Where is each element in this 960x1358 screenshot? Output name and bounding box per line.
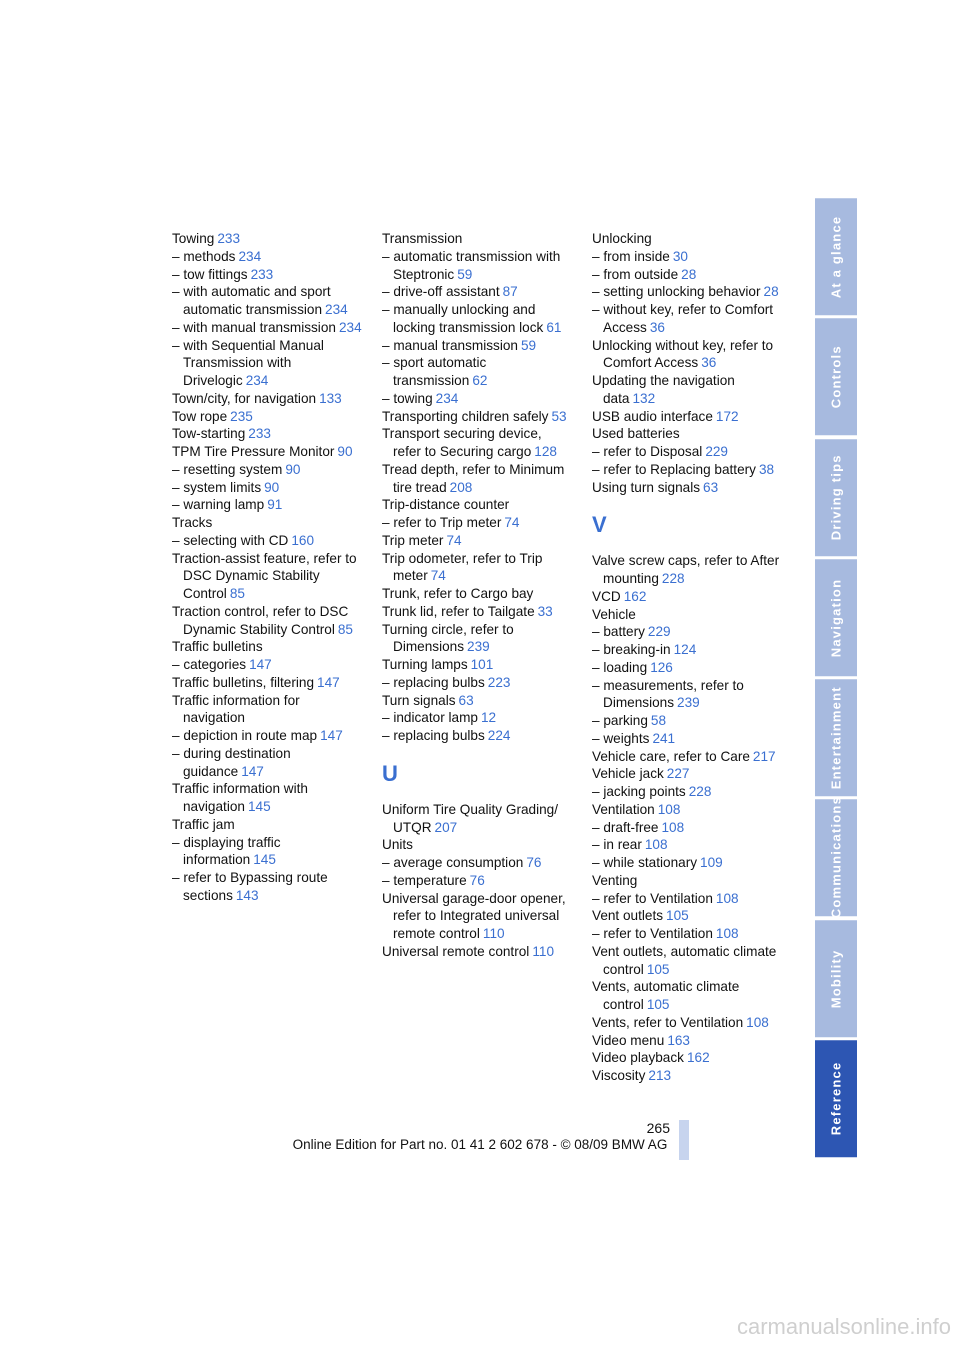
index-entry [172,692,362,728]
page-reference-link[interactable]: 132 [632,390,656,406]
page-reference-link[interactable]: 74 [446,532,462,548]
index-term: Traffic bulletins, filtering [172,674,315,690]
index-term: – parking [592,713,648,728]
page-reference-link[interactable]: 235 [230,408,253,424]
page-reference-link[interactable]: 241 [652,730,676,746]
page-reference-link[interactable]: 224 [487,728,511,743]
index-entry [592,677,782,713]
index-entry [382,283,572,301]
page-reference-link[interactable]: 63 [703,479,719,495]
index-entry [172,834,362,870]
index-entry [382,461,572,497]
index-term: – replacing bulbs [382,674,485,690]
index-letter-heading: U [382,760,398,786]
index-entry [172,248,362,266]
index-term: – manual transmission [382,337,518,353]
index-term: Traffic information for navigation [172,692,300,726]
index-entry [382,354,572,390]
page-reference-link[interactable]: 108 [661,819,685,835]
page-reference-link[interactable]: 234 [245,373,269,388]
page-reference-link[interactable]: 126 [650,659,673,675]
page-reference-link[interactable]: 239 [467,639,490,655]
index-entry [382,727,572,745]
index-entry [382,514,572,532]
index-entry [592,408,782,426]
index-term: – sport automatic transmission [382,355,487,388]
index-entry [592,978,782,1014]
index-term: Video playback [592,1050,684,1066]
index-entry [592,248,782,266]
page-reference-link[interactable]: 147 [320,728,343,743]
index-entry [172,656,362,674]
index-term: – from inside [592,248,670,264]
index-term: Uniform Tire Quality Grading/ UTQR [382,801,559,835]
index-entry [592,819,782,837]
page-reference-link[interactable]: 108 [657,801,681,817]
index-term: – categories [172,657,247,672]
page-reference-link[interactable]: 143 [235,887,259,903]
tab-controls[interactable]: Controls [815,318,857,435]
index-entry [382,248,572,284]
index-term: – indicator lamp [382,710,478,726]
index-term: Trunk lid, refer to Tailgate [382,603,535,619]
index-entry [382,621,572,657]
index-entry [592,266,782,284]
index-term: – without key, refer to Comfort Access [592,302,774,335]
page-reference-link[interactable]: 33 [537,603,553,619]
index-term: – refer to Bypassing route sections [172,870,328,903]
index-entry [172,816,362,834]
index-term: – warning lamp [172,497,265,513]
page-reference-link[interactable]: 207 [434,819,458,835]
index-entry [592,783,782,801]
index-entry [172,603,362,639]
page-reference-link[interactable]: 59 [521,337,537,353]
page-reference-link[interactable]: 228 [688,784,712,799]
index-term: – manually unlocking and locking transmission lock [382,302,544,335]
index-term: Unlocking without key, refer to Comfort Access [592,337,774,371]
index-entry [592,606,782,624]
index-entry [382,337,572,355]
index-term: Vehicle care, refer to Care [592,748,750,764]
index-term: – in rear [592,837,642,853]
page-reference-link[interactable]: 74 [430,568,446,584]
index-term: Trip-distance counter [382,497,510,513]
index-term: Turning lamps [382,657,468,672]
index-entry [592,1067,782,1085]
index-term: – setting unlocking behavior [592,284,761,300]
index-term: Traffic information with navigation [172,781,308,814]
index-entry [592,337,782,373]
index-entry [592,641,782,659]
index-entry [592,552,782,588]
index-term: Vents, automatic climate control [592,979,740,1012]
index-term: – battery [592,624,645,640]
index-term: Trip odometer, refer to Trip meter [382,550,543,584]
index-entry [382,496,572,514]
page-reference-link[interactable]: 234 [338,319,362,335]
index-term: Unlocking [592,231,652,246]
index-entry [172,638,362,656]
index-entry [592,443,782,461]
index-column-2 [382,230,572,961]
index-entry [592,765,782,783]
page-reference-link[interactable]: 147 [241,763,264,779]
page-reference-link[interactable]: 208 [449,479,473,495]
page-reference-link[interactable]: 228 [661,571,685,586]
index-entry [382,301,572,337]
page-reference-link[interactable]: 76 [526,855,542,870]
page-reference-link[interactable]: 108 [715,926,739,941]
index-entry [382,836,572,854]
index-entry [592,1014,782,1032]
index-entry [592,623,782,641]
index-entry [592,1049,782,1067]
page-reference-link[interactable]: 85 [337,621,353,637]
index-term: – refer to Ventilation [592,926,713,941]
index-entry [382,603,572,621]
index-term: Tracks [172,515,213,530]
page-reference-link[interactable]: 162 [623,588,647,604]
index-entry [382,532,572,550]
index-term: USB audio interface [592,408,713,424]
index-term: Units [382,837,413,853]
page-reference-link[interactable]: 145 [253,852,276,868]
index-term: – tow fittings [172,266,248,282]
index-term: Updating the navigation data [592,373,735,406]
index-entry [592,1032,782,1050]
index-entry [382,692,572,710]
index-entry [592,801,782,819]
index-term: Ventilation [592,801,655,817]
index-term: – resetting system [172,461,283,477]
index-entry [382,890,572,943]
page-reference-link[interactable]: 62 [472,373,488,388]
section-tab-bar [815,198,857,1160]
page-reference-link[interactable]: 160 [291,532,315,548]
index-entry [382,550,572,586]
page-reference-link[interactable]: 105 [646,997,670,1012]
index-term: – refer to Disposal [592,444,703,459]
index-term: Trunk, refer to Cargo bay [382,586,534,601]
page-number: 265 [646,1120,670,1136]
page-reference-link[interactable]: 128 [534,444,557,459]
index-term: – during destination guidance [172,745,291,779]
page-reference-link[interactable]: 110 [482,926,505,941]
page-reference-link[interactable]: 233 [250,266,274,282]
page-reference-link[interactable]: 53 [551,408,567,424]
index-entry [172,266,362,284]
index-entry [172,532,362,550]
index-term: – depiction in route map [172,728,318,743]
index-term: Traction control, refer to DSC Dynamic Stability Control [172,603,349,637]
index-term: Viscosity [592,1068,646,1083]
tab-driving-tips[interactable]: Driving tips [815,439,857,556]
page-reference-link[interactable]: 108 [644,837,668,853]
page-reference-link[interactable]: 133 [319,390,342,406]
index-entry [382,872,572,890]
index-entry [592,479,782,497]
index-entry [592,230,782,248]
index-entry [172,674,362,692]
index-column-3 [592,230,782,1085]
page-reference-link[interactable]: 28 [763,284,779,300]
page-reference-link[interactable]: 124 [673,642,697,657]
index-entry [382,408,572,426]
index-term: Tread depth, refer to Minimum tire tread [382,461,565,495]
page-reference-link[interactable]: 61 [546,319,562,335]
index-term: – from outside [592,266,679,282]
page-reference-link[interactable]: 213 [648,1068,672,1083]
index-entry [592,588,782,606]
page-reference-link[interactable]: 91 [267,497,283,513]
index-entry [592,836,782,854]
tab-navigation[interactable]: Navigation [815,559,857,676]
index-entry [172,496,362,514]
index-term: – weights [592,730,650,746]
page-reference-link[interactable]: 234 [238,248,262,264]
index-term: Universal remote control [382,943,530,959]
index-term: – while stationary [592,855,698,870]
index-entry [382,390,572,408]
page-reference-link[interactable]: 38 [758,461,775,477]
index-entry [382,585,572,603]
index-term: – breaking-in [592,642,671,657]
index-term: – temperature [382,872,467,888]
index-letter-heading: V [592,512,607,538]
page-reference-link[interactable]: 172 [715,408,739,424]
page-reference-link[interactable]: 36 [649,319,665,335]
index-term: Turn signals [382,692,456,708]
index-term: Town/city, for navigation [172,390,317,406]
index-entry [172,390,362,408]
index-term: – displaying traffic information [172,834,281,868]
tab-mobility[interactable]: Mobility [815,920,857,1037]
index-term: Used batteries [592,426,680,442]
page-reference-link[interactable]: 105 [666,908,689,924]
watermark: carmanualsonline.info [736,1314,951,1339]
index-entry [382,943,572,961]
page-reference-link[interactable]: 223 [487,674,511,690]
page-reference-link[interactable]: 110 [532,943,554,959]
footer-edition-text: Online Edition for Part no. 01 41 2 602 678 - © 08/09 BMW AG [292,1137,668,1152]
page-reference-link[interactable]: 229 [705,444,728,459]
index-term: – jacking points [592,784,686,799]
page-reference-link[interactable]: 229 [647,624,671,640]
page-reference-link[interactable]: 90 [285,461,301,477]
index-term: – draft-free [592,819,659,835]
page-reference-link[interactable]: 108 [746,1014,769,1030]
index-term: – refer to Ventilation [592,890,713,906]
index-term: Tow rope [172,408,228,424]
index-entry [592,425,782,443]
index-entry [172,283,362,319]
index-entry [382,656,572,674]
page-reference-link[interactable]: 58 [650,713,667,728]
page-reference-link[interactable]: 90 [337,444,353,459]
index-entry [382,230,572,248]
index-term: – methods [172,248,236,264]
index-term: Transporting children safely [382,408,549,424]
index-entry [592,872,782,890]
index-entry [592,890,782,908]
index-entry [382,854,572,872]
index-term: Transport securing device, refer to Securing cargo [382,426,542,459]
page-reference-link[interactable]: 85 [229,586,245,601]
index-term: Traction-assist feature, refer to DSC Dynamic Stability Control [172,550,357,601]
index-term: – average consumption [382,855,524,870]
index-term: – refer to Trip meter [382,515,502,530]
index-entry [172,408,362,426]
index-entry [172,869,362,905]
index-term: Traffic jam [172,816,235,832]
index-term: Universal garage-door opener, refer to Integrated universal remote control [382,890,566,941]
page-reference-link[interactable]: 76 [469,872,485,888]
index-entry [172,479,362,497]
index-entry [592,943,782,979]
index-term: Tow-starting [172,426,246,442]
page-reference-link[interactable]: 30 [672,248,688,264]
index-entry [592,748,782,766]
index-term: – with manual transmission [172,319,336,335]
index-entry [592,925,782,943]
page-reference-link[interactable]: 163 [667,1032,690,1048]
index-term: Vehicle jack [592,766,664,782]
page-reference-link[interactable]: 108 [715,890,739,906]
index-term: Towing [172,231,215,246]
page-reference-link[interactable]: 101 [470,657,494,672]
index-entry [592,372,782,408]
index-term: VCD [592,588,621,604]
page-reference-link[interactable]: 145 [247,799,271,814]
page-reference-link[interactable]: 147 [249,657,272,672]
index-entry [172,745,362,781]
page-reference-link[interactable]: 63 [458,692,474,708]
index-entry [172,550,362,603]
index-term: Venting [592,872,638,888]
index-entry [592,907,782,925]
page-reference-link[interactable]: 233 [217,231,241,246]
index-entry [592,712,782,730]
index-entry [592,854,782,872]
index-entry [172,727,362,745]
index-entry [382,709,572,727]
page-reference-link[interactable]: 239 [677,695,700,711]
index-entry [172,425,362,443]
index-entry [382,425,572,461]
index-entry [172,337,362,390]
page-reference-link[interactable]: 162 [686,1050,710,1066]
index-term: TPM Tire Pressure Monitor [172,444,335,459]
page-reference-link[interactable]: 105 [646,961,670,977]
index-term: Vent outlets, automatic climate control [592,943,777,977]
index-entry [592,730,782,748]
index-term: – measurements, refer to Dimensions [592,677,744,711]
index-term: – with automatic and sport automatic transmission [172,284,331,317]
page-reference-link[interactable]: 147 [317,674,340,690]
page-reference-link[interactable]: 28 [681,266,697,282]
index-term: Using turn signals [592,479,701,495]
tab-communications[interactable]: Communications [815,799,857,916]
page-reference-link[interactable]: 59 [457,266,473,282]
index-entry [592,659,782,677]
index-entry [592,283,782,301]
index-entry [592,461,782,479]
index-term: Vents, refer to Ventilation [592,1014,744,1030]
index-term: – drive-off assistant [382,284,500,300]
index-entry [382,674,572,692]
index-entry [172,230,362,248]
index-column-1 [172,230,362,905]
page-reference-link[interactable]: 90 [264,479,280,495]
index-term: – selecting with CD [172,532,289,548]
index-term: – system limits [172,479,262,495]
index-entry [172,443,362,461]
page-reference-link[interactable]: 233 [248,426,271,442]
index-term: Video menu [592,1032,665,1048]
index-term: – replacing bulbs [382,728,485,743]
index-term: – with Sequential Manual Transmission with Drivelogic [172,337,324,388]
page-reference-link[interactable]: 217 [752,748,776,764]
index-term: Traffic bulletins [172,639,263,655]
page-reference-link[interactable]: 12 [480,710,497,726]
page-reference-link[interactable]: 234 [435,390,459,406]
page-reference-link[interactable]: 234 [325,302,348,317]
page-reference-link[interactable]: 36 [701,355,717,371]
index-entry [172,319,362,337]
page-reference-link[interactable]: 74 [504,515,520,530]
page-reference-link[interactable]: 227 [666,766,690,782]
index-term: Valve screw caps, refer to After mounting [592,553,780,586]
index-term: Vent outlets [592,908,664,924]
index-term: – refer to Replacing battery [592,461,756,477]
index-entry [592,301,782,337]
tab-entertainment[interactable]: Entertainment [815,679,857,796]
index-term: – automatic transmission with Steptronic [382,248,561,282]
index-term: Trip meter [382,532,444,548]
index-entry [172,780,362,816]
index-entry [172,514,362,532]
page-reference-link[interactable]: 87 [502,284,518,300]
tab-reference[interactable]: Reference [815,1040,857,1157]
tab-at-a-glance[interactable]: At a glance [815,198,857,315]
page-reference-link[interactable]: 109 [700,855,723,870]
index-entry [172,461,362,479]
index-term: Turning circle, refer to Dimensions [382,621,514,655]
index-term: – loading [592,659,648,675]
index-entry [382,801,572,837]
index-term: Transmission [382,231,463,246]
index-term: – towing [382,390,433,406]
index-term: Vehicle [592,606,636,622]
